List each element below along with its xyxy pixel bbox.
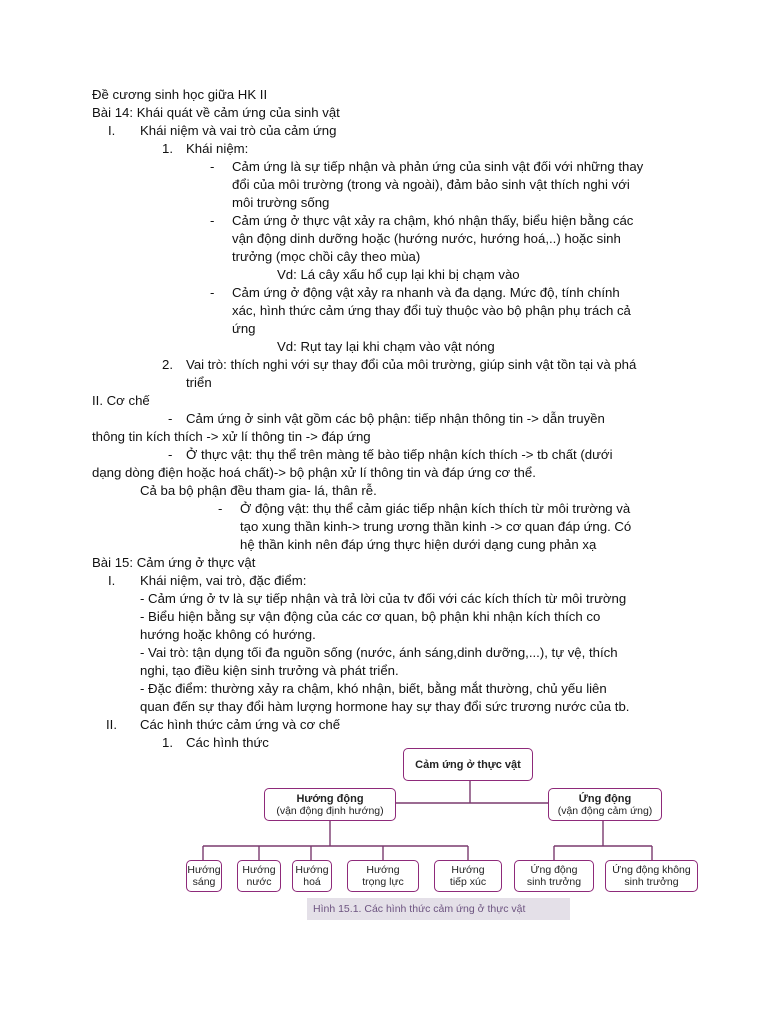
paragraph-line: Cảm ứng ở thực vật xảy ra chậm, khó nhận thấy, biểu hiện bằng các <box>232 213 634 228</box>
paragraph-line: - Biểu hiện bằng sự vận động của các cơ quan, bộ phận khi nhận kích thích co <box>140 609 601 624</box>
example-line: Vd: Lá cây xấu hổ cụp lại khi bị chạm vào <box>277 267 520 282</box>
lesson-14-heading: Bài 14: Khái quát về cảm ứng của sinh vật <box>92 105 340 120</box>
paragraph-line: Vai trò: thích nghi với sự thay đổi của môi trường, giúp sinh vật tồn tại và phá <box>186 357 637 372</box>
section-title: Các hình thức cảm ứng và cơ chế <box>140 717 341 732</box>
section-number: I. <box>108 573 116 588</box>
doc-title: Đề cương sinh học giữa HK II <box>92 87 268 102</box>
leaf-node <box>347 860 419 892</box>
item-title: Khái niệm: <box>186 141 249 156</box>
paragraph-line: Cảm ứng là sự tiếp nhận và phản ứng của sinh vật đối với những thay <box>232 159 644 174</box>
root-node-label: Cảm ứng ở thực vật <box>415 758 521 771</box>
leaf-label: Hướng <box>451 864 485 876</box>
leaf-label: Hướng <box>295 864 329 876</box>
leaf-label: sáng <box>192 876 216 888</box>
figure-caption: Hình 15.1. Các hình thức cảm ứng ở thực vật <box>307 898 570 920</box>
leaf-node <box>605 860 698 892</box>
item-title: Các hình thức <box>186 735 269 750</box>
paragraph-line: triển <box>186 375 212 390</box>
paragraph-line: Ở động vật: thụ thể cảm giác tiếp nhận kích thích từ môi trường và <box>240 501 631 516</box>
section-title: II. Cơ chế <box>92 393 150 408</box>
leaf-label: Hướng <box>366 864 400 876</box>
paragraph-line: Cảm ứng ở sinh vật gồm các bộ phận: tiếp nhận thông tin -> dẫn truyền <box>186 411 605 426</box>
paragraph-line: môi trường sống <box>232 195 330 210</box>
leaf-label: sinh trưởng <box>624 876 679 888</box>
item-number: 1. <box>162 141 173 156</box>
bullet-dash: - <box>210 285 215 300</box>
leaf-label: Hướng <box>187 864 221 876</box>
paragraph-line: tạo xung thần kinh-> trung ương thần kinh -> cơ quan đáp ứng. Có <box>240 519 632 534</box>
leaf-label: Ứng động không <box>612 864 691 876</box>
bullet-dash: - <box>210 159 215 174</box>
ung-dong-node <box>548 788 662 821</box>
section-number: I. <box>108 123 116 138</box>
paragraph-line: xác, hình thức cảm ứng thay đổi tuỳ thuộc vào bộ phận phụ trách cả <box>232 303 631 318</box>
leaf-node <box>237 860 281 892</box>
leaf-label: trọng lực <box>362 876 404 888</box>
paragraph-line: thông tin kích thích -> xử lí thông tin -> đáp ứng <box>92 429 371 444</box>
section-number: II. <box>106 717 117 732</box>
paragraph-line: hướng hoặc không có hướng. <box>140 627 316 642</box>
leaf-label: Ứng động <box>530 864 578 876</box>
section-title: Khái niệm và vai trò của cảm ứng <box>140 123 337 138</box>
leaf-label: tiếp xúc <box>449 876 487 888</box>
paragraph-line: hệ thần kinh nên đáp ứng thực hiện dưới dạng cung phản xạ <box>240 537 597 552</box>
paragraph-line: Ở thực vật: thụ thể trên màng tế bào tiếp nhận kích thích -> tb chất (dưới <box>186 447 613 462</box>
bullet-dash: - <box>218 501 223 516</box>
item-number: 1. <box>162 735 173 750</box>
example-line: Vd: Rụt tay lại khi chạm vào vật nóng <box>277 339 495 354</box>
paragraph-line: Cả ba bộ phận đều tham gia- lá, thân rễ. <box>140 483 377 498</box>
lesson-15-heading: Bài 15: Cảm ứng ở thực vật <box>92 555 256 570</box>
paragraph-line: đổi của môi trường (trong và ngoài), đảm bảo sinh vật thích nghi với <box>232 177 630 192</box>
leaf-label: Hướng <box>242 864 276 876</box>
ung-dong-subtitle: (vận động cảm ứng) <box>557 804 653 817</box>
leaf-node <box>292 860 332 892</box>
paragraph-line: quan đến sự thay đổi hàm lượng hormone hay sự thay đổi sức trương nước của tb. <box>140 699 630 714</box>
ung-dong-title: Ứng động <box>578 792 632 805</box>
paragraph-line: dạng dòng điện hoặc hoá chất)-> bộ phận xử lí thông tin và đáp ứng cơ thể. <box>92 465 536 480</box>
paragraph-line: vận động dinh dưỡng hoặc (hướng nước, hướng hoá,..) hoặc sinh <box>232 231 621 246</box>
root-node <box>403 748 533 781</box>
paragraph-line: nghi, tạo điều kiện sinh trưởng và phát triển. <box>140 663 399 678</box>
bullet-dash: - <box>168 411 173 426</box>
huong-dong-title: Hướng động <box>296 792 364 805</box>
paragraph-line: Cảm ứng ở động vật xảy ra nhanh và đa dạng. Mức độ, tính chính <box>232 285 620 300</box>
leaf-label: sinh trưởng <box>526 876 582 888</box>
bullet-dash: - <box>210 213 215 228</box>
leaf-node <box>434 860 502 892</box>
paragraph-line: ứng <box>232 321 256 336</box>
item-number: 2. <box>162 357 173 372</box>
huong-dong-subtitle: (vận động định hướng) <box>276 804 384 817</box>
leaf-node <box>514 860 594 892</box>
leaf-label: hoá <box>303 876 321 888</box>
section-title: Khái niệm, vai trò, đặc điểm: <box>140 573 307 588</box>
leaf-label: nước <box>246 876 272 888</box>
huong-dong-node <box>264 788 396 821</box>
bullet-dash: - <box>168 447 173 462</box>
paragraph-line: - Đặc điểm: thường xảy ra chậm, khó nhận, biết, bằng mắt thường, chủ yếu liên <box>140 681 607 696</box>
paragraph-line: - Cảm ứng ở tv là sự tiếp nhận và trả lời của tv đối với các kích thích từ môi trường <box>140 591 627 606</box>
leaf-node <box>186 860 222 892</box>
paragraph-line: trưởng (mọc chồi cây theo mùa) <box>232 249 421 264</box>
paragraph-line: - Vai trò: tận dụng tối đa nguồn sống (nước, ánh sáng,dinh dưỡng,...), tự vệ, thích <box>140 645 618 660</box>
